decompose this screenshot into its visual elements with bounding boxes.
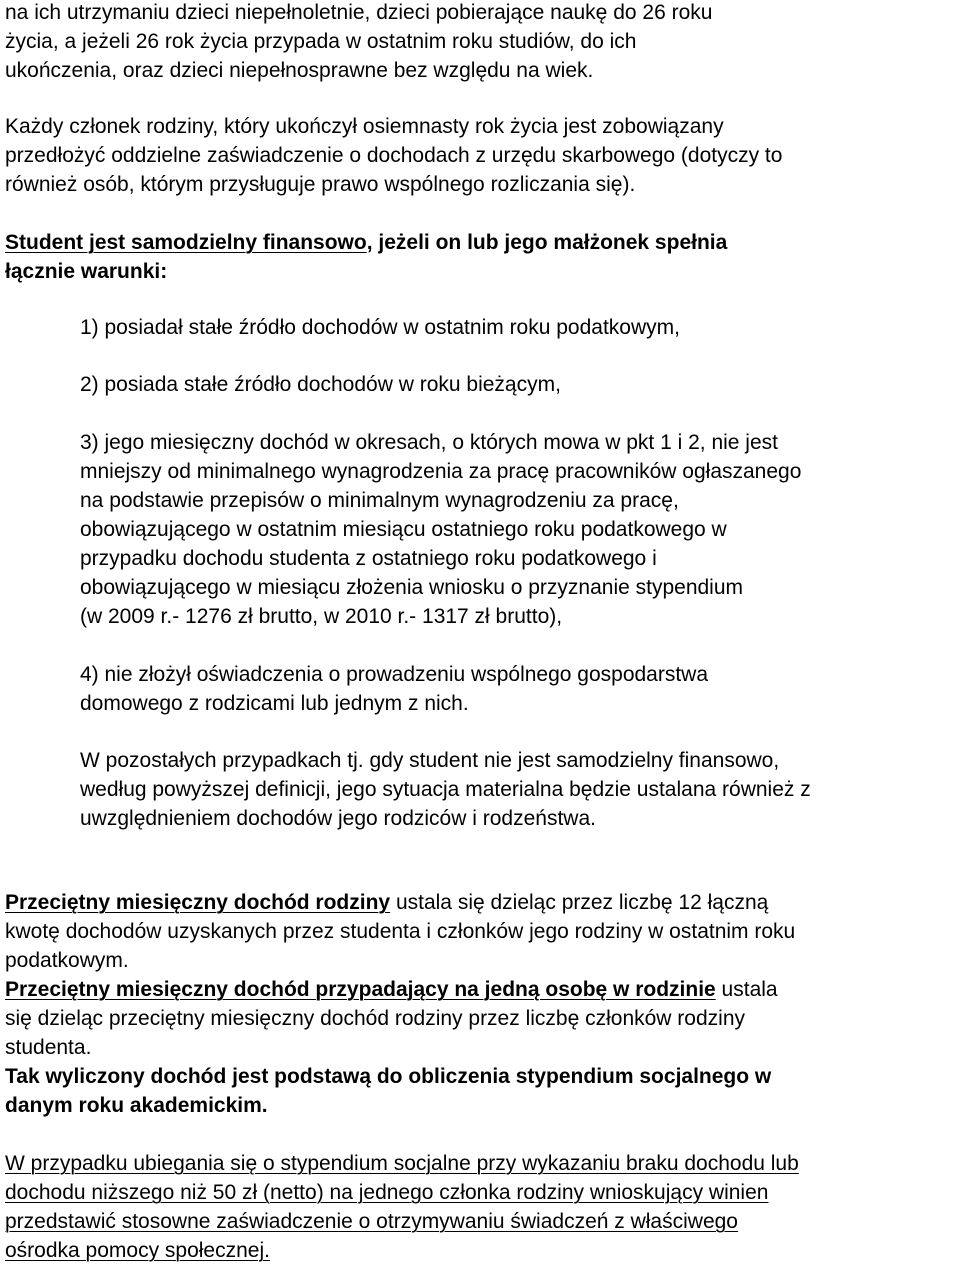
text-fragment: ustala się dzieląc przez liczbę 12 łączną [390,891,769,914]
text-line: 2) posiada stałe źródło dochodów w roku bieżącym, [80,373,561,396]
text-line [5,1149,799,1178]
text-line: kwotę dochodów uzyskanych przez studenta i członków jego rodziny w ostatnim roku [5,920,796,943]
underlined-text: ośrodka pomocy społecznej. [5,1239,270,1262]
text-line: uwzględnieniem dochodów jego rodziców i rodzeństwa. [80,807,596,830]
text-line [5,228,727,257]
text-line [5,1207,799,1236]
text-line: obowiązującego w ostatnim miesiącu ostatniego roku podatkowego w [80,518,727,541]
paragraph-financial-independence [5,228,727,286]
text-line: 1) posiadał stałe źródło dochodów w ostatnim roku podatkowym, [80,316,680,339]
condition-2 [80,370,561,399]
text-line: również osób, którym przysługuje prawo wspólnego rozliczania się). [5,173,636,196]
paragraph-dependents [5,0,712,85]
paragraph-scholarship-basis [5,1062,771,1120]
text-line [5,975,778,1004]
paragraph-no-income [5,1149,799,1265]
term-average-family-income: Przeciętny miesięczny dochód rodziny [5,891,391,914]
text-line: ukończenia, oraz dzieci niepełnosprawne bez względu na wiek. [5,59,594,82]
paragraph-otherwise [80,746,811,833]
text-line: się dzieląc przeciętny miesięczny dochód rodziny przez liczbę członków rodziny [5,1007,745,1030]
underlined-text: dochodu niższego niż 50 zł (netto) na jednego członka rodziny wnioskujący winien [5,1181,769,1204]
term-financially-independent: Student jest samodzielny finansowo [5,231,367,254]
text-line [5,1178,799,1207]
text-line: obowiązującego w miesiącu złożenia wniosku o przyznanie stypendium [80,576,744,599]
text-line: mniejszy od minimalnego wynagrodzenia za pracę pracowników ogłaszanego [80,460,802,483]
text-fragment: ustala [715,978,778,1001]
text-line: Tak wyliczony dochód jest podstawą do obliczenia stypendium socjalnego w [5,1065,772,1088]
text-line: łącznie warunki: [5,260,168,283]
text-line [5,1236,799,1265]
text-line: na ich utrzymaniu dzieci niepełnoletnie, dzieci pobierające naukę do 26 roku [5,1,713,24]
text-line: studenta. [5,1036,92,1059]
text-line: na podstawie przepisów o minimalnym wynagrodzeniu za pracę, [80,489,679,512]
text-line: 3) jego miesięczny dochód w okresach, o których mowa w pkt 1 i 2, nie jest [80,431,778,454]
text-line: (w 2009 r.- 1276 zł brutto, w 2010 r.- 1317 zł brutto), [80,605,563,628]
text-line: Każdy członek rodziny, który ukończył osiemnasty rok życia jest zobowiązany [5,115,724,138]
underlined-text: W przypadku ubiegania się o stypendium socjalne przy wykazaniu braku dochodu lub [5,1152,799,1175]
text-line: danym roku akademickim. [5,1094,268,1117]
text-line: życia, a jeżeli 26 rok życia przypada w ostatnim roku studiów, do ich [5,30,637,53]
text-line [5,888,795,917]
text-line: domowego z rodzicami lub jednym z nich. [80,692,469,715]
text-line: przedłożyć oddzielne zaświadczenie o dochodach z urzędu skarbowego (dotyczy to [5,144,783,167]
underlined-text: przedstawić stosowne zaświadczenie o otrzymywaniu świadczeń z właściwego [5,1210,738,1233]
text-line: 4) nie złożył oświadczenia o prowadzeniu wspólnego gospodarstwa [80,663,709,686]
paragraph-family-members [5,112,782,199]
condition-4 [80,660,708,718]
text-line: przypadku dochodu studenta z ostatniego roku podatkowego i [80,547,657,570]
text-fragment: , jeżeli on lub jego małżonek spełnia [366,231,728,254]
term-average-per-person: Przeciętny miesięczny dochód przypadający na jedną osobę w rodzinie [5,978,716,1001]
text-line: według powyższej definicji, jego sytuacja materialna będzie ustalana również z [80,778,811,801]
text-line: podatkowym. [5,949,129,972]
text-line: W pozostałych przypadkach tj. gdy student nie jest samodzielny finansowo, [80,749,780,772]
paragraph-average-per-person [5,975,778,1062]
paragraph-average-family-income [5,888,795,975]
condition-3 [80,428,801,631]
condition-1 [80,313,680,342]
